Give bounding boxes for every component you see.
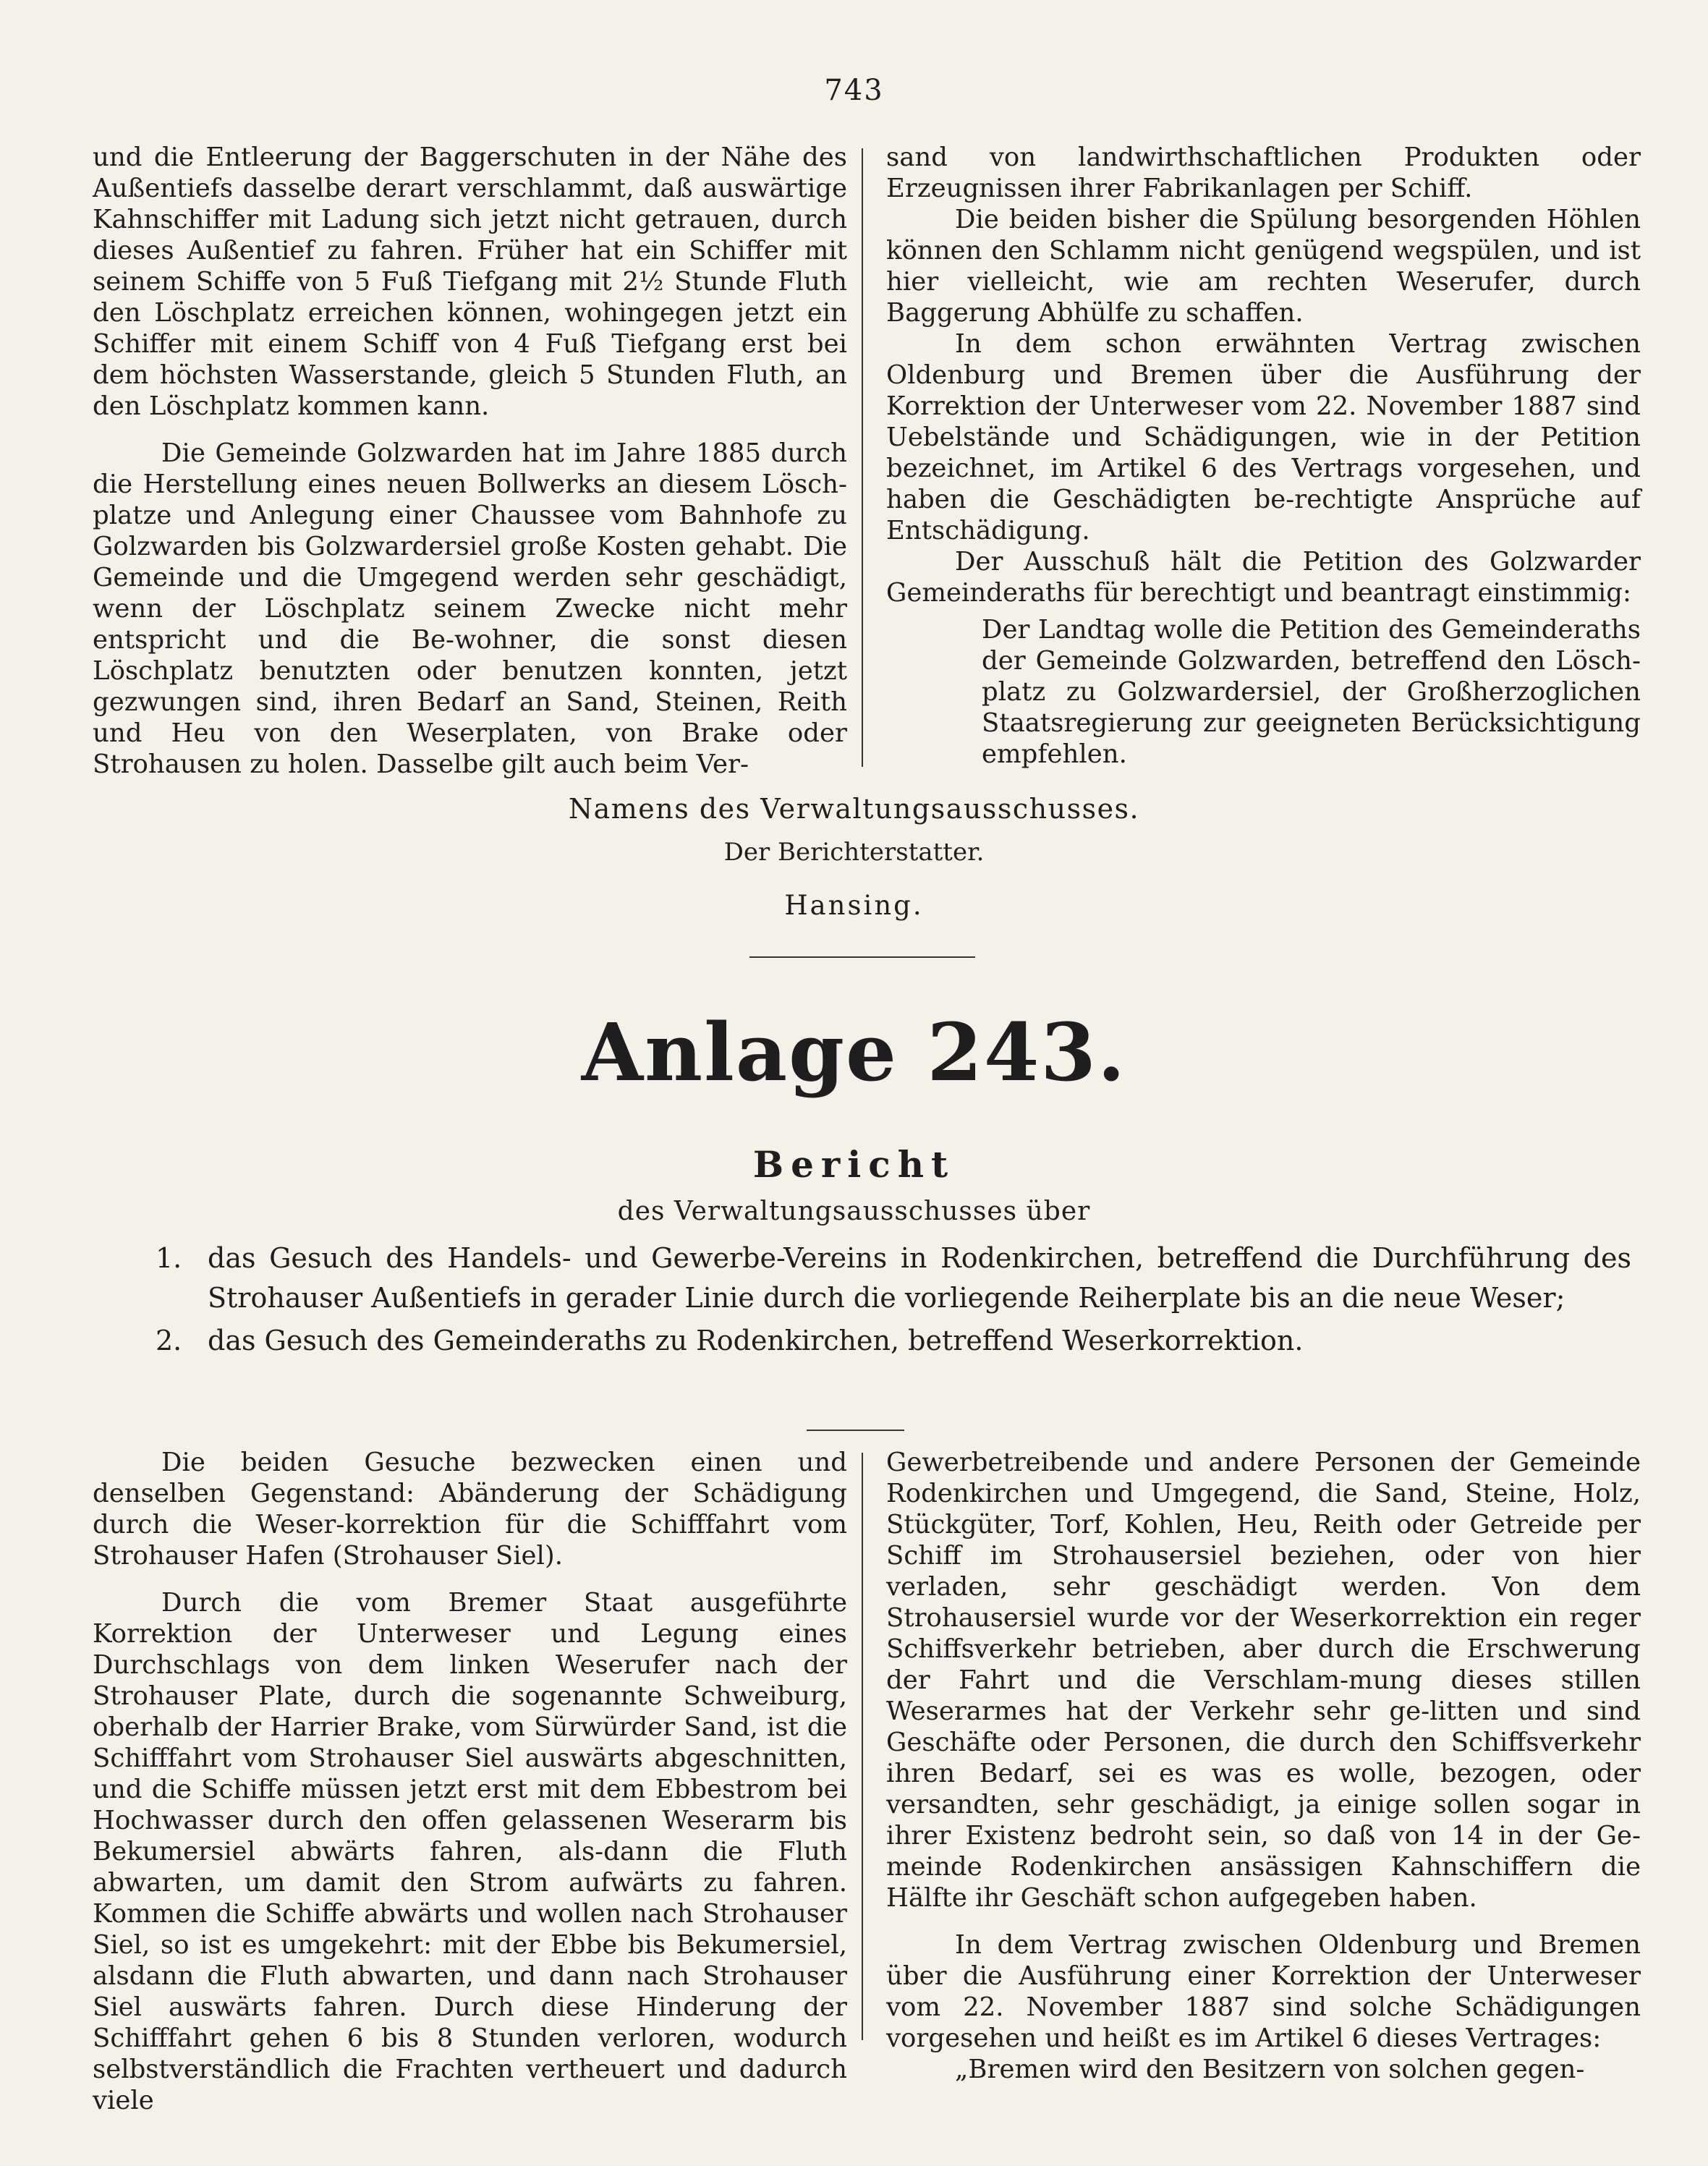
paragraph: Durch die vom Bremer Staat ausgeführte Korrektion der Unterweser und Legung eines Durchschlags von dem linken Weserufer nach der Strohauser Plate, durch die sogenannte Schweiburg, oberhalb der Harrier Brake, vom Sürwürder Sand, ist die Schifffahrt vom Strohauser Siel auswärts abgeschnitten, und die Schiffe müssen jetzt erst mit dem Ebbestrom bei Hochwasser durch den offen gelassenen Weserarm bis Bekumersiel abwärts fahren, als-dann die Fluth abwarten, um damit den Strom aufwärts zu fahren. Kommen die Schiffe abwärts und wollen nach Strohauser Siel, so ist es umgekehrt: mit der Ebbe bis Bekumersiel, alsdann die Fluth abwarten, und dann nach Strohauser Siel auswärts fahren. Durch diese Hinderung der Schifffahrt gehen 6 bis 8 Stunden verloren, wodurch selbstverständlich die Frachten vertheuert und dadurch viele bbox=[93, 1588, 847, 2115]
committee-signature: Namens des Verwaltungsausschusses. bbox=[568, 793, 1140, 825]
quotation-paragraph: „Bremen wird den Besitzern von solchen gegen- bbox=[955, 2055, 1585, 2084]
column-divider bbox=[862, 1453, 863, 2040]
paragraph: Die beiden bisher die Spülung besorgenden Höhlen können den Schlamm nicht genügend wegspülen, und ist hier vielleicht, wie am rechten Weserufer, durch Baggerung Abhülfe zu schaffen. bbox=[886, 205, 1641, 328]
item-number: 2. bbox=[156, 1325, 182, 1356]
separator-rule bbox=[807, 1430, 904, 1431]
list-item bbox=[156, 1239, 1631, 1318]
reporter-name: Hansing. bbox=[784, 890, 924, 921]
paragraph: Der Ausschuß hält die Petition des Golzwarder Gemeinderaths für berechtigt und beantragt einstimmig: bbox=[886, 547, 1641, 608]
paragraph: Die beiden Gesuche bezwecken einen und denselben Gegenstand: Abänderung der Schädigung durch die Weser-korrektion für die Schifffahrt vom Strohauser Hafen (Strohauser Siel). bbox=[93, 1448, 847, 1571]
report-descriptor: des Verwaltungsausschusses über bbox=[617, 1197, 1091, 1226]
report-subheading: Bericht bbox=[752, 1143, 956, 1186]
paragraph: Die Gemeinde Golzwarden hat im Jahre 1885 durch die Herstellung eines neuen Bollwerks an diesem Lösch-platze und Anlegung einer Chaussee vom Bahnhofe zu Golzwarden bis Golzwardersiel große Kosten gehabt. Die Gemeinde und die Umgegend werden sehr geschädigt, wenn der Löschplatz seinem Zwecke nicht mehr entspricht und die Be-wohner, die sonst diesen Löschplatz benutzten oder benutzen konnten, jetzt gezwungen sind, ihren Bedarf an Sand, Steinen, Reith und Heu von den Weserplaten, von Brake oder Strohausen zu holen. Dasselbe gilt auch beim Ver- bbox=[93, 438, 847, 779]
item-text: das Gesuch des Handels- und Gewerbe-Vereins in Rodenkirchen, betreffend die Durchführung des Strohauser Außentiefs in gerader Linie durch die vorliegende Reiherplate bis an die neue Weser; bbox=[208, 1242, 1631, 1314]
top-left-column bbox=[93, 142, 847, 780]
resolution-paragraph: Der Landtag wolle die Petition des Gemeinderaths der Gemeinde Golzwarden, betreffend den Lösch-platz zu Golzwardersiel, der Großherzoglichen Staatsregierung zur geeigneten Berücksichtigung empfehlen. bbox=[982, 615, 1641, 769]
petition-list bbox=[156, 1239, 1631, 1361]
bottom-left-column bbox=[93, 1447, 847, 2116]
separator-rule bbox=[749, 956, 975, 958]
paragraph: In dem schon erwähnten Vertrag zwischen Oldenburg und Bremen über die Ausführung der Korrektion der Unterweser vom 22. November 1887 sind Uebelstände und Schädigungen, wie in der Petition bezeichnet, im Artikel 6 des Vertrags vorgesehen, und haben die Geschädigten be-rechtigte Ansprüche auf Entschädigung. bbox=[886, 329, 1641, 545]
appendix-heading: Anlage 243. bbox=[581, 1006, 1127, 1099]
list-item bbox=[156, 1321, 1631, 1361]
column-divider bbox=[862, 148, 863, 767]
page-number: 743 bbox=[824, 74, 884, 107]
paragraph: und die Entleerung der Baggerschuten in der Nähe des Außentiefs dasselbe derart verschlammt, daß auswärtige Kahnschiffer mit Ladung sich jetzt nicht getrauen, durch dieses Außentief zu fahren. Früher hat ein Schiffer mit seinem Schiffe von 5 Fuß Tiefgang mit 2½ Stunde Fluth den Löschplatz erreichen können, wohingegen jetzt ein Schiffer mit einem Schiff von 4 Fuß Tiefgang erst bei dem höchsten Wasserstande, gleich 5 Stunden Fluth, an den Löschplatz kommen kann. bbox=[93, 143, 847, 421]
paragraph: sand von landwirthschaftlichen Produkten oder Erzeugnissen ihrer Fabrikanlagen per Schiff. bbox=[886, 143, 1641, 203]
bottom-right-column bbox=[886, 1447, 1641, 2085]
item-text: das Gesuch des Gemeinderaths zu Rodenkirchen, betreffend Weserkorrektion. bbox=[208, 1325, 1304, 1356]
paragraph: In dem Vertrag zwischen Oldenburg und Bremen über die Ausführung einer Korrektion der Unterweser vom 22. November 1887 sind solche Schädigungen vorgesehen und heißt es im Artikel 6 dieses Vertrages: bbox=[886, 1930, 1641, 2053]
top-right-column bbox=[886, 142, 1641, 770]
reporter-title: Der Berichterstatter. bbox=[723, 838, 985, 867]
item-number: 1. bbox=[156, 1242, 182, 1274]
paragraph: Gewerbetreibende und andere Personen der Gemeinde Rodenkirchen und Umgegend, die Sand, Steine, Holz, Stückgüter, Torf, Kohlen, Heu, Reith oder Getreide per Schiff im Strohausersiel beziehen, oder von hier verladen, sehr geschädigt werden. Von dem Strohausersiel wurde vor der Weserkorrektion ein reger Schiffsverkehr betrieben, aber durch die Erschwerung der Fahrt und die Verschlam-mung dieses stillen Weserarmes hat der Verkehr sehr ge-litten und sind Geschäfte oder Personen, die durch den Schiffsverkehr ihren Bedarf, sei es was es wolle, bezogen, oder versandten, sehr geschädigt, ja einige sollen sogar in ihrer Existenz bedroht sein, so daß von 14 in der Ge-meinde Rodenkirchen ansässigen Kahnschiffern die Hälfte ihr Geschäft schon aufgegeben haben. bbox=[886, 1448, 1641, 1913]
